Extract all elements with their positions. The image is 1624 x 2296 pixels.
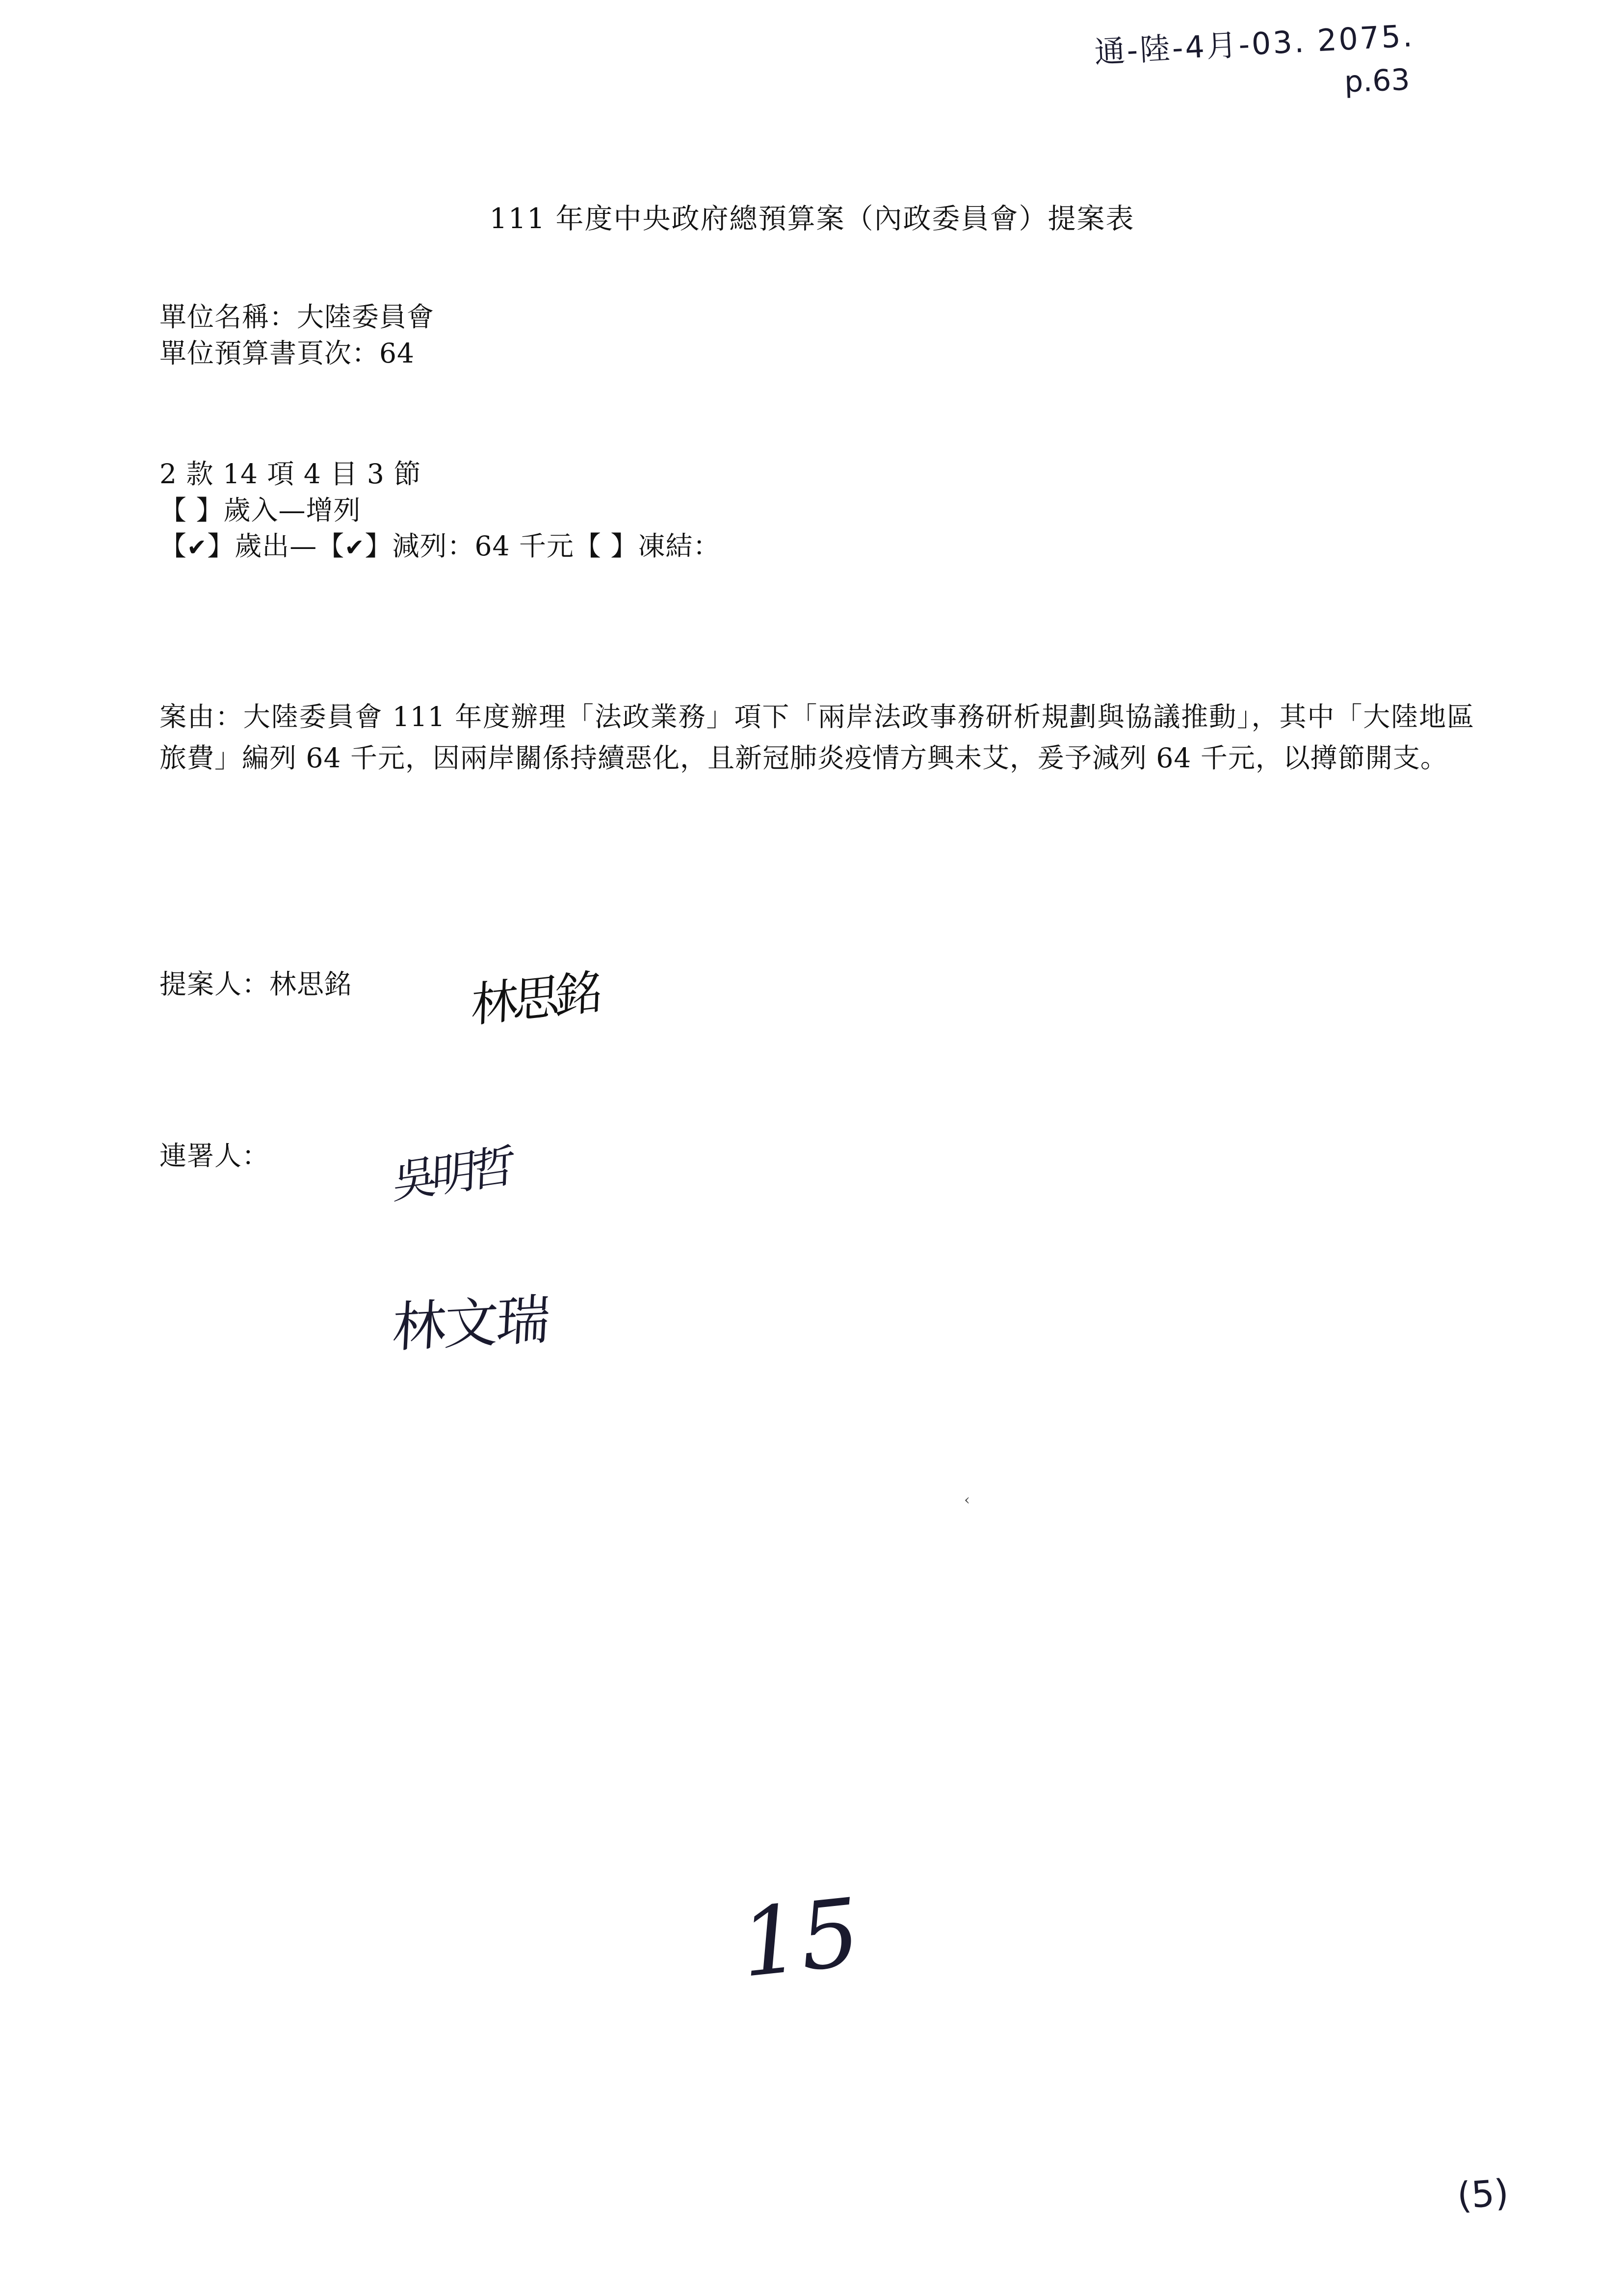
handwritten-stamp-line1: 通-陸-4月-03. 2075.	[1093, 17, 1415, 71]
expenditure-suffix: 】減列：64 千元【 】凍結：	[365, 530, 721, 562]
expenditure-mid: 】歲出—【	[207, 530, 345, 562]
proposer-signature: 林思銘	[470, 965, 599, 1034]
item-code-line: 2 款 14 項 4 目 3 節	[159, 458, 421, 490]
checkbox-check-icon-1[interactable]: ✔	[187, 534, 208, 562]
expenditure-line	[159, 528, 720, 565]
checkbox-check-icon-2[interactable]: ✔	[344, 534, 365, 562]
stray-ink-mark: ‹	[964, 1491, 970, 1509]
cosigner-label: 連署人：	[159, 1140, 270, 1172]
cosigner-signature-1: 吳明哲	[392, 1139, 511, 1209]
unit-name-line: 單位名稱：大陸委員會	[159, 301, 435, 333]
proposer-label: 提案人：林思銘	[159, 968, 352, 1000]
case-body-text: 案由：大陸委員會 111 年度辦理「法政業務」項下「兩岸法政事務研析規劃與協議推動」，其中「大陸地區旅費」編列 64 千元，因兩岸關係持續惡化，且新冠肺炎疫情方興未艾，爰予減列 64 千元，以撙節開支。	[159, 701, 1474, 774]
handwritten-page-number: 15	[735, 1878, 865, 1999]
cosigner-signature-2: 林文瑞	[391, 1288, 550, 1359]
unit-info-block	[159, 299, 434, 371]
budget-item-block	[159, 456, 720, 565]
page-title: 111 年度中央政府總預算案（內政委員會）提案表	[489, 203, 1135, 235]
unit-budget-page-line: 單位預算書頁次：64	[159, 337, 415, 369]
expenditure-prefix: 【	[159, 530, 187, 562]
handwritten-stamp-line2: p.63	[1343, 62, 1411, 100]
corner-mark: (5)	[1456, 2171, 1510, 2218]
revenue-line: 【 】歲入—增列	[159, 494, 361, 526]
